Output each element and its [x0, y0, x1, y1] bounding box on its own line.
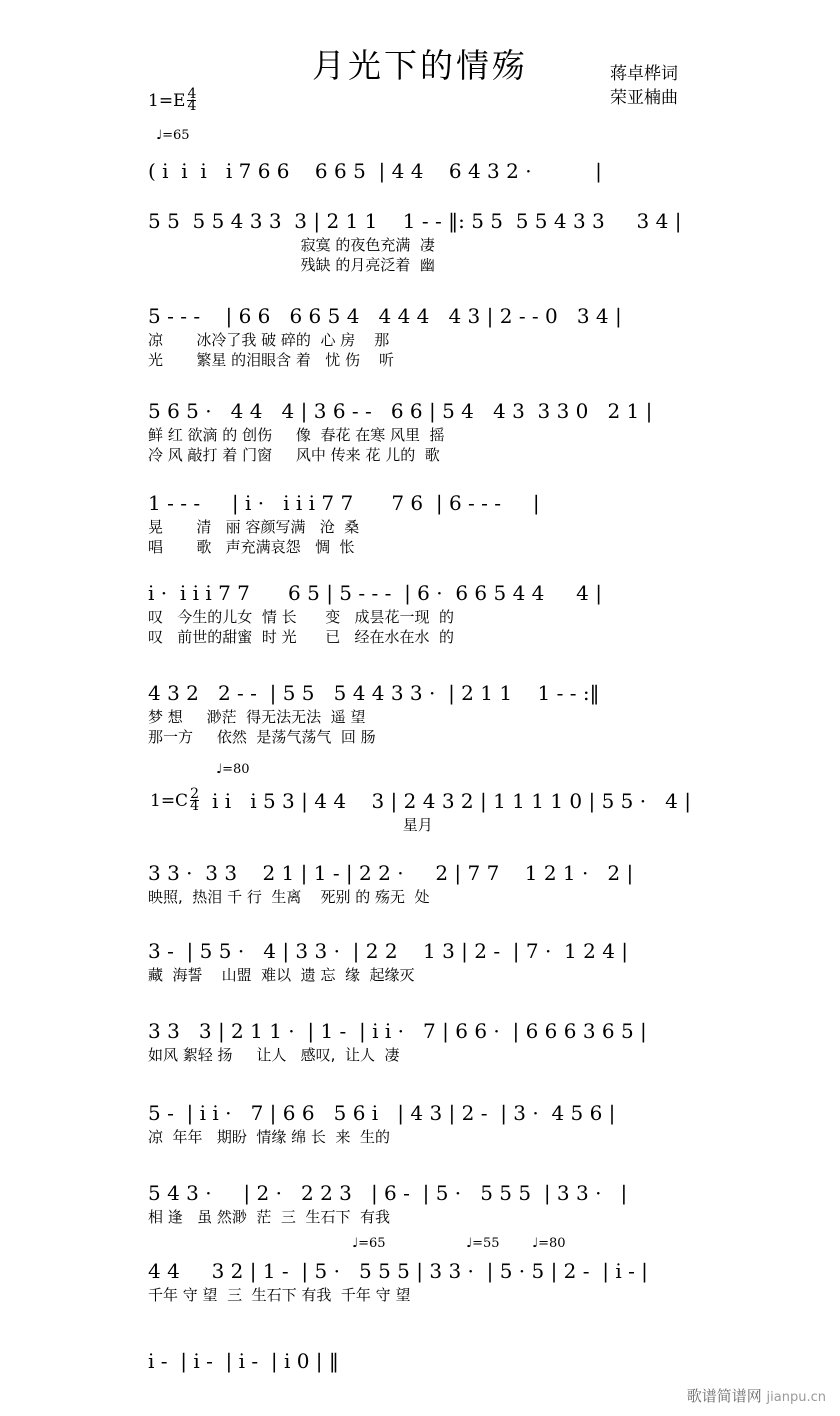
notes-line: 3 - | 5 5 · 4 | 3 3 · | 2 2 1 3 | 2 - | 7 · 1 2 4 |: [148, 939, 629, 963]
lyric-line-1: 叹 今生的儿女 情 长 变 成昙花一现 的: [148, 608, 455, 626]
notes-line: ( i i i i 7 6 6 6 6 5 | 4 4 6 4 3 2 · |: [148, 159, 602, 183]
key-signature: [148, 86, 197, 114]
notes-line: i i i 5 3 | 4 4 3 | 2 4 3 2 | 1 1 1 1 0 | 5 5 · 4 |: [212, 789, 691, 813]
tempo-marking-4: ♩=55: [466, 1236, 500, 1251]
time2-denominator: 4: [190, 798, 199, 814]
lyric-line-1: 凉 冰冷了我 破 碎的 心 房 那: [148, 331, 390, 349]
staff-row-13: [148, 1180, 696, 1234]
notes-line: i · i i i 7 7 6 5 | 5 - - - | 6 · 6 6 5 4 4 4 |: [148, 581, 602, 605]
notes-line: 1 - - - | i · i i i 7 7 7 6 | 6 - - - |: [148, 491, 540, 515]
lyric-line-2: 光 繁星 的泪眼含 着 忧 伤 听: [148, 351, 395, 369]
notes-line: 5 - | i i · 7 | 6 6 5 6 i | 4 3 | 2 - | 3 · 4 5 6 |: [148, 1101, 616, 1125]
notes-line: 4 4 3 2 | 1 - | 5 · 5 5 5 | 3 3 · | 5 · 5 | 2 - | i - |: [148, 1259, 648, 1283]
staff-row-10: [148, 938, 696, 992]
key2-label: 1=C: [150, 791, 189, 811]
credits: [610, 62, 678, 110]
key-label: 1=E: [148, 91, 186, 111]
staff-row-8: [212, 788, 696, 842]
notes-line: 5 - - - | 6 6 6 6 5 4 4 4 4 4 3 | 2 - - 0 3 4 |: [148, 304, 622, 328]
lyric-line-2: 唱 歌 声充满哀怨 惆 怅: [148, 538, 355, 556]
notes-line: 3 3 · 3 3 2 1 | 1 - | 2 2 · 2 | 7 7 1 2 1 · 2 |: [148, 861, 634, 885]
tempo-marking-1: ♩=65: [156, 128, 190, 143]
lyric-line-1: 寂寞 的夜色充满 凄: [148, 236, 435, 254]
staff-row-6: [148, 580, 696, 646]
watermark-en: jianpu.cn: [766, 1390, 826, 1405]
staff-row-11: [148, 1018, 696, 1072]
staff-row-9: [148, 860, 696, 914]
time-signature: [187, 86, 197, 114]
lyric-line-1: 相 逢 虽 然渺 茫 三 生石下 有我: [148, 1208, 390, 1226]
lyric-line-1: 映照, 热泪 千 行 生离 死别 的 殇无 处: [148, 888, 430, 906]
staff-row-5: [148, 490, 696, 556]
staff-row-15: [148, 1348, 696, 1402]
staff-row-3: [148, 303, 696, 369]
notes-line: i - | i - | i - | i 0 | ‖: [148, 1349, 339, 1373]
tempo-marking-2: ♩=80: [216, 762, 250, 777]
lyric-line-1: 星月: [212, 816, 433, 834]
watermark-cn: 歌谱简谱网: [686, 1387, 762, 1405]
lyric-line-2: 那一方 依然 是荡气荡气 回 肠: [148, 728, 376, 746]
lyric-line-1: 千年 守 望 三 生石下 有我 千年 守 望: [148, 1286, 411, 1304]
watermark: [687, 1385, 826, 1406]
time-numerator: 4: [187, 86, 197, 102]
lyric-line-1: 梦 想 渺茫 得无法无法 遥 望: [148, 708, 366, 726]
notes-line: 4 3 2 2 - - | 5 5 5 4 4 3 3 · | 2 1 1 1 - - :‖: [148, 681, 600, 705]
notes-line: 5 6 5 · 4 4 4 | 3 6 - - 6 6 | 5 4 4 3 3 3 0 2 1 |: [148, 399, 653, 423]
composer-credit: 荣亚楠曲: [610, 88, 678, 108]
staff-row-2: [148, 208, 696, 274]
lyric-line-1: 鲜 红 欲滴 的 创伤 像 春花 在寒 风里 摇: [148, 426, 445, 444]
staff-row-7: [148, 680, 696, 746]
staff-row-1: [148, 158, 696, 212]
staff-row-14: [148, 1258, 696, 1312]
key-signature-2: [150, 786, 199, 814]
staff-row-4: [148, 398, 696, 464]
time-signature-2: [190, 786, 199, 814]
lyric-line-2: 叹 前世的甜蜜 时 光 已 经在水在水 的: [148, 628, 455, 646]
lyricist-credit: 蒋卓桦词: [610, 64, 678, 84]
lyric-line-1: 如风 絮轻 扬 让人 感叹, 让人 凄: [148, 1046, 400, 1064]
time2-numerator: 2: [190, 786, 199, 802]
page-title: 月光下的情殇: [312, 46, 528, 85]
lyric-line-1: 凉 年年 期盼 情缘 绵 长 来 生的: [148, 1128, 390, 1146]
lyric-line-2: 冷 风 敲打 着 门窗 风中 传来 花 儿的 歌: [148, 446, 440, 464]
notes-line: 5 4 3 · | 2 · 2 2 3 | 6 - | 5 · 5 5 5 | 3 3 · |: [148, 1181, 628, 1205]
lyric-line-1: 藏 海誓 山盟 难以 遗 忘 缘 起缘灭: [148, 966, 415, 984]
lyric-line-1: [148, 184, 696, 206]
notes-line: 5 5 5 5 4 3 3 3 | 2 1 1 1 - - ‖: 5 5 5 5 4 3 3 3 4 |: [148, 209, 682, 233]
tempo-marking-3: ♩=65: [352, 1236, 386, 1251]
lyric-line-2: 残缺 的月亮泛着 幽: [148, 256, 435, 274]
lyric-line-1: 晃 清 丽 容颜写满 沧 桑: [148, 518, 360, 536]
time-denominator: 4: [187, 98, 197, 114]
notes-line: 3 3 3 | 2 1 1 · | 1 - | i i · 7 | 6 6 · | 6 6 6 3 6 5 |: [148, 1019, 647, 1043]
tempo-marking-5: ♩=80: [532, 1236, 566, 1251]
staff-row-12: [148, 1100, 696, 1154]
